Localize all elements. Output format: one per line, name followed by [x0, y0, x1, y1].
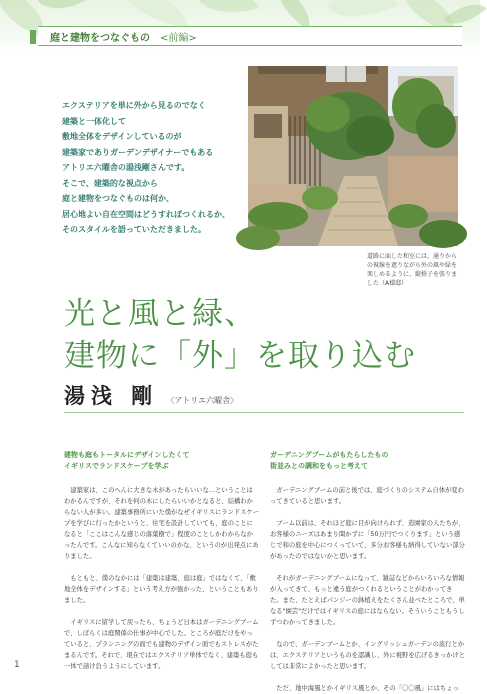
page-number: 1 [14, 660, 20, 670]
intro-line: 建築と一体化して [62, 116, 126, 126]
heading-line: ガーデニングブームがもたらしたもの [270, 451, 389, 459]
garden-photo [248, 66, 458, 246]
series-header [38, 26, 462, 46]
author-name: 湯浅 剛 [64, 383, 159, 408]
headline-line-1: 光と風と緑、 [64, 296, 256, 332]
heading-line: 建物も庭もトータルにデザインしたくて [64, 451, 190, 459]
author-affiliation: 〈アトリエ六曜舎〉 [166, 396, 239, 405]
body-paragraph: それがガーデニングブームになって、雑誌などからいろいろな情報が入ってきて、もっと違う庭がつくれるということがわかってきた。また、たとえばパンジーの鉢植えをたくさん並べたところで、単なる"園芸"だけではイギリスの庭にはならない。そういうこともうしずつわかってきました。 [270, 575, 465, 626]
intro-line: エクステリアを単に外から見るのでなく [62, 101, 206, 110]
headline-line-2: 建物に「外」を取り込む [64, 338, 416, 374]
leaf-decoration [118, 0, 192, 28]
left-column [64, 450, 259, 672]
body-paragraph: なので、ガーデンブームとか、イングリッシュガーデンの流行とかは、エクステリアというものを認識し、外に視野を広げるきっかけとしては非常によかったと思います。 [270, 641, 466, 670]
headline-divider [64, 412, 464, 413]
leaf-decoration [36, 0, 87, 21]
body-paragraph: ただ、地中海風とかイギリス風とか、その「〇〇風」にはちょっ [276, 685, 459, 692]
body-paragraph: ガーデニングブームの前と後では、庭づくりのシステム自体が変わってきていると思います。 [270, 487, 465, 505]
intro-line: そのスタイルを語っていただきました。 [62, 225, 206, 234]
intro-line: 敷地全体をデザインしているのが [62, 132, 182, 141]
series-marker [30, 30, 36, 44]
right-column-heading [270, 450, 465, 471]
intro-line: 居心地よい自在空間はどうすればつくれるか、 [62, 209, 230, 219]
photo-caption: 道路に面した和室には、通りからの視線を遮りながら外の風や緑を楽しめるように、縦格子を張りました（A様邸） [367, 253, 458, 287]
intro-line: アトリエ六曜舎の湯浅剛さんです。 [62, 163, 190, 172]
body-paragraph: ブーム以前は、それほど庭に目が向けられず、造園家の人たちが、お客様のニーズはあまり聞かずに「50万円でつくります」という感じで和の庭を中心につくっていて、多分お客様も納得していない部分があったのではないかと思います。 [270, 520, 465, 560]
leaf-decoration [197, 0, 258, 23]
intro-line: そこで、建築的な視点から [62, 178, 158, 188]
intro-lead [62, 98, 252, 238]
left-column-heading [64, 450, 259, 471]
intro-line: 庭と建物をつなぐものは何か、 [62, 194, 174, 203]
body-paragraph: イギリスに留学して戻ったら、ちょうど日本はガーデニングブームで、しばらくは庭関係の仕事が中心でした。ところが庭だけをやっていると、プランニングの面でも建物のデザイン面でもストレスがたまるんです。それで、現在ではエクステリア単体でなく、建築も庭も一体で請け負うようにしています。 [64, 619, 259, 670]
body-paragraph: もともと、僕のなかには「建築は建築、庭は庭」ではなくて、「敷地全体をデザインする」という考え方が強かった、ということもありました。 [64, 575, 259, 604]
series-part: <前編> [160, 32, 197, 44]
author-block [64, 380, 238, 410]
right-column [270, 450, 465, 694]
intro-line: 建築家でありガーデンデザイナーでもある [62, 147, 214, 157]
heading-line: 街並みとの調和をもっと考えて [270, 461, 368, 470]
article-headline [64, 293, 416, 377]
body-paragraph: 建築家は、このへんに大きな木があったらいいな…ということはわかるんですが、それを何の木にしたらいいかとなると、結構わからない人が多い。建築事務所にいた僕がなぜイギリスにランドスケープを学びに行ったかというと、住宅を設計していても、庭のことになると「ここはこんな感じの落葉樹で」程度のことしかわからなかったんです。こんなに知らなくていいのかな、というのが出発点にありました。 [64, 487, 260, 560]
series-title: 庭と建物をつなぐもの [50, 32, 150, 44]
heading-line: イギリスでランドスケープを学ぶ [64, 461, 169, 470]
garden-photo-illustration [248, 66, 458, 246]
